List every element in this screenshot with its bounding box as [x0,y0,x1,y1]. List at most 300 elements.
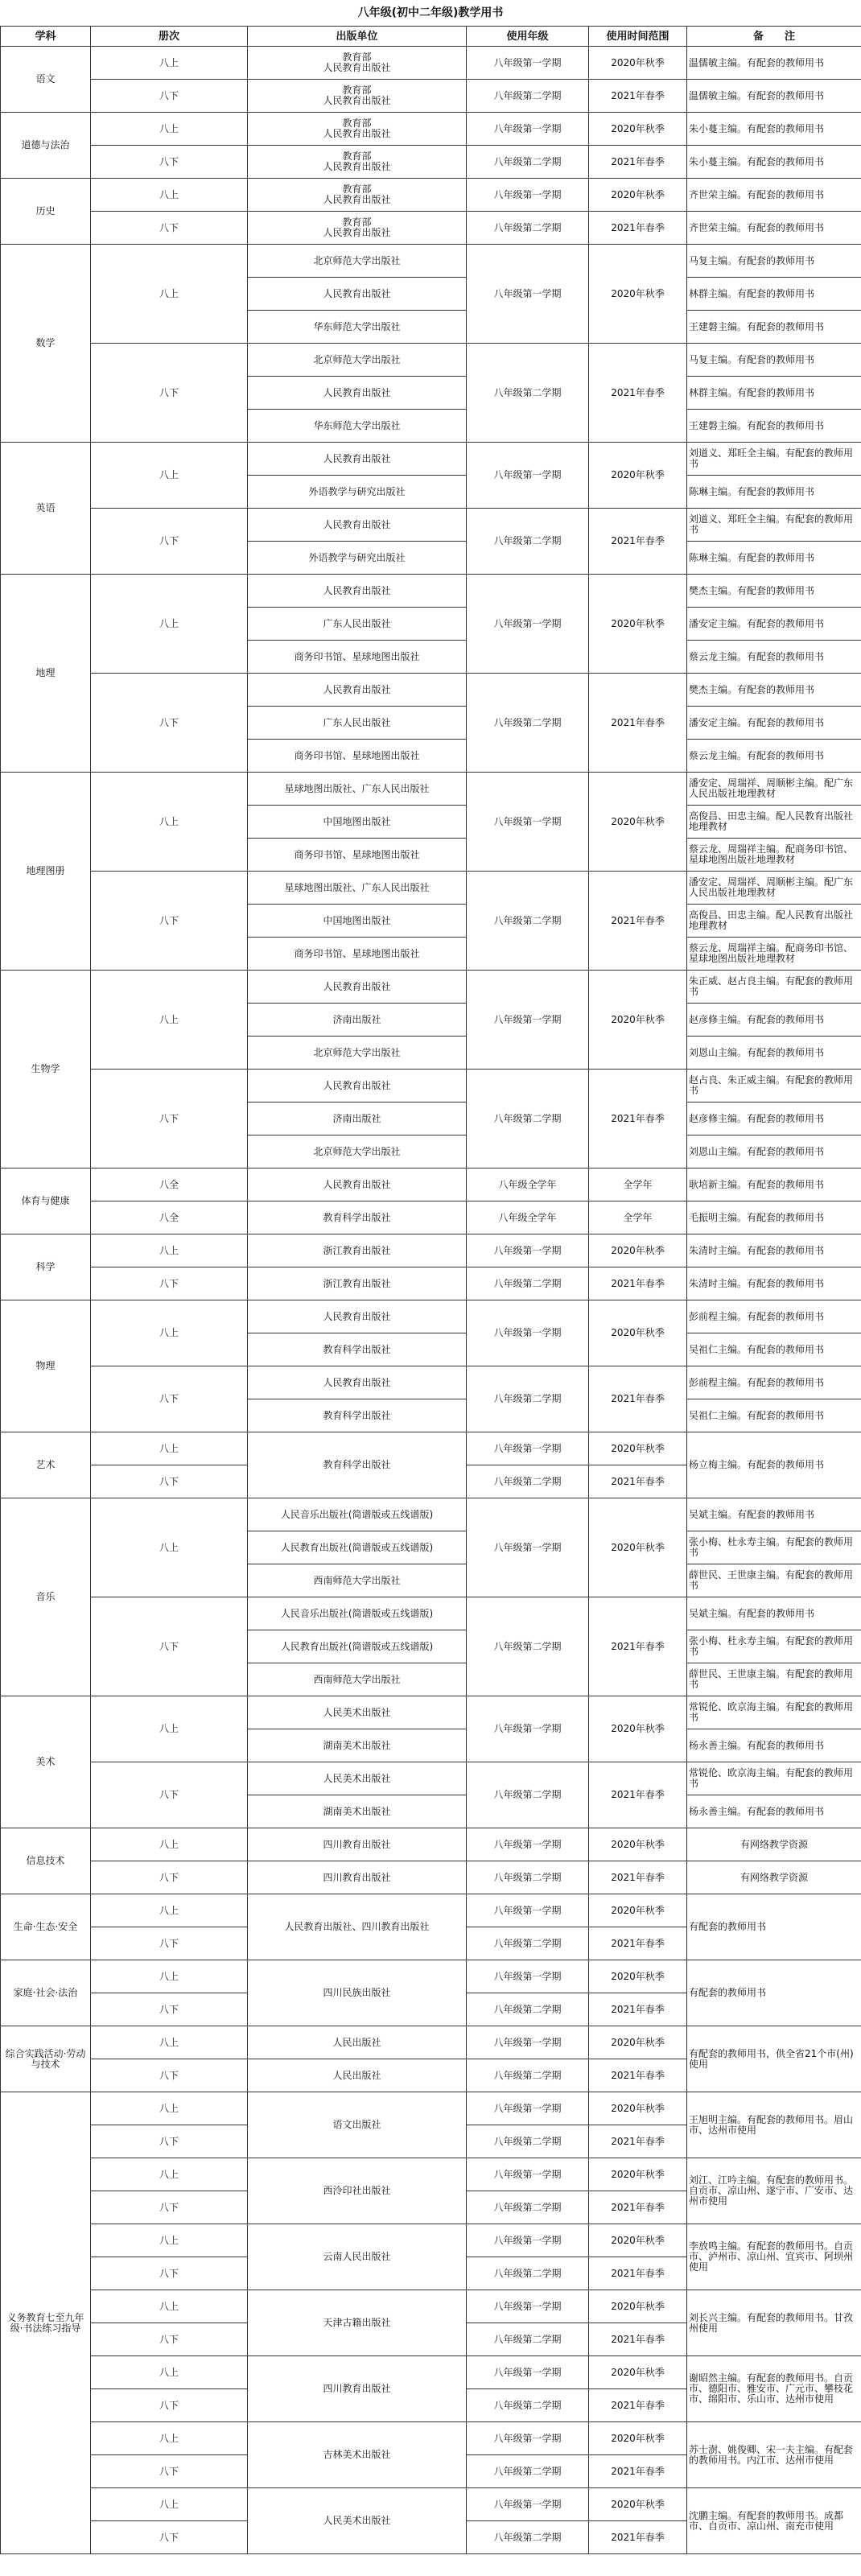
publisher-cell: 人民出版社 [248,2026,467,2059]
volume-cell: 八上 [91,1300,248,1366]
volume-cell: 八上 [91,2356,248,2389]
volume-cell: 八上 [91,2290,248,2323]
note-cell: 刘道义、郑旺全主编。有配套的教师用书 [687,509,861,542]
note-cell: 赵占良、朱正威主编。有配套的教师用书 [687,1070,861,1103]
grade-cell: 八年级第二学期 [467,1993,589,2026]
publisher-cell: 华东师范大学出版社 [248,311,467,344]
column-header: 出版单位 [248,27,467,47]
note-cell: 薛世民、王世康主编。有配套的教师用书 [687,1564,861,1597]
table-row [1,344,861,377]
time-range-cell: 2020年秋季 [589,2158,687,2191]
volume-cell: 八下 [91,344,248,443]
publisher-cell: 教育部 人民教育出版社 [248,212,467,245]
grade-cell: 八年级第二学期 [467,2191,589,2224]
note-cell: 耿培新主编。有配套的教师用书 [687,1168,861,1201]
volume-cell: 八下 [91,1927,248,1960]
time-range-cell: 2021年春季 [589,212,687,245]
table-row [1,1696,861,1729]
note-cell: 沈鹏主编。有配套的教师用书。成都市、自贡市、凉山州、南充市使用 [687,2488,861,2554]
grade-cell: 八年级第一学期 [467,245,589,344]
column-header: 学科 [1,27,91,47]
subject-cell: 地理图册 [1,773,91,971]
grade-cell: 八年级第二学期 [467,1861,589,1894]
grade-cell: 八年级第二学期 [467,509,589,575]
publisher-cell: 人民教育出版社 [248,509,467,542]
note-cell: 朱清时主编。有配套的教师用书 [687,1267,861,1300]
note-cell: 蔡云龙、周瑞祥主编。配商务印书馆、星球地图出版社地理教材 [687,938,861,971]
note-cell: 王建磐主编。有配套的教师用书 [687,410,861,443]
publisher-cell: 教育科学出版社 [248,1399,467,1432]
grade-cell: 八年级第二学期 [467,1762,589,1828]
volume-cell: 八上 [91,1234,248,1267]
publisher-cell: 人民出版社 [248,2059,467,2092]
table-row [1,443,861,476]
grade-cell: 八年级第二学期 [467,2323,589,2356]
table-row [1,2488,861,2521]
volume-cell: 八下 [91,212,248,245]
time-range-cell: 2020年秋季 [589,2356,687,2389]
table-row [1,1201,861,1234]
publisher-cell: 北京师范大学出版社 [248,1037,467,1070]
publisher-cell: 人民教育出版社 [248,674,467,707]
grade-cell: 八年级第二学期 [467,1366,589,1432]
volume-cell: 八上 [91,47,248,80]
table-row [1,872,861,905]
time-range-cell: 全学年 [589,1168,687,1201]
subject-cell: 美术 [1,1696,91,1828]
volume-cell: 八下 [91,2257,248,2290]
grade-cell: 八年级全学年 [467,1201,589,1234]
publisher-cell: 外语教学与研究出版社 [248,542,467,575]
publisher-cell: 北京师范大学出版社 [248,344,467,377]
subject-cell: 物理 [1,1300,91,1432]
note-cell: 齐世荣主编。有配套的教师用书 [687,179,861,212]
note-cell: 马复主编。有配套的教师用书 [687,344,861,377]
publisher-cell: 浙江教育出版社 [248,1234,467,1267]
publisher-cell: 人民教育出版社 [248,1168,467,1201]
table-row [1,113,861,146]
time-range-cell: 2021年春季 [589,1861,687,1894]
note-cell: 高俊昌、田忠主编。配人民教育出版社地理教材 [687,905,861,938]
volume-cell: 八上 [91,1894,248,1927]
note-cell: 有网络教学资源 [687,1828,861,1861]
time-range-cell: 2021年春季 [589,80,687,113]
note-cell: 温儒敏主编。有配套的教师用书 [687,47,861,80]
time-range-cell: 2020年秋季 [589,2488,687,2521]
grade-cell: 八年级第一学期 [467,2224,589,2257]
publisher-cell: 外语教学与研究出版社 [248,476,467,509]
note-cell: 樊杰主编。有配套的教师用书 [687,575,861,608]
volume-cell: 八上 [91,113,248,146]
publisher-cell: 济南出版社 [248,1004,467,1037]
column-header: 使用年级 [467,27,589,47]
time-range-cell: 2021年春季 [589,1927,687,1960]
grade-cell: 八年级第二学期 [467,212,589,245]
note-cell: 林群主编。有配套的教师用书 [687,377,861,410]
note-cell: 樊杰主编。有配套的教师用书 [687,674,861,707]
publisher-cell: 教育科学出版社 [248,1333,467,1366]
grade-cell: 八年级第一学期 [467,1300,589,1366]
grade-cell: 八年级第二学期 [467,2389,589,2422]
time-range-cell: 2021年春季 [589,344,687,443]
time-range-cell: 全学年 [589,1201,687,1234]
table-row [1,1366,861,1399]
publisher-cell: 星球地图出版社、广东人民出版社 [248,773,467,806]
volume-cell: 八下 [91,1861,248,1894]
volume-cell: 八上 [91,971,248,1070]
volume-cell: 八上 [91,1828,248,1861]
publisher-cell: 人民教育出版社 [248,377,467,410]
table-row [1,80,861,113]
publisher-cell: 西泠印社出版社 [248,2158,467,2224]
volume-cell: 八上 [91,2158,248,2191]
grade-cell: 八年级第一学期 [467,2488,589,2521]
publisher-cell: 四川民族出版社 [248,1960,467,2026]
note-cell: 杨永善主编。有配套的教师用书 [687,1795,861,1828]
volume-cell: 八下 [91,1070,248,1168]
grade-cell: 八年级第二学期 [467,1597,589,1696]
grade-cell: 八年级第一学期 [467,2422,589,2455]
volume-cell: 八上 [91,1696,248,1762]
subject-cell: 地理 [1,575,91,773]
publisher-cell: 湖南美术出版社 [248,1729,467,1762]
volume-cell: 八上 [91,2026,248,2059]
publisher-cell: 教育部 人民教育出版社 [248,179,467,212]
time-range-cell: 2021年春季 [589,2125,687,2158]
publisher-cell: 教育部 人民教育出版社 [248,80,467,113]
time-range-cell: 2020年秋季 [589,443,687,509]
subject-cell: 历史 [1,179,91,245]
table-row [1,2092,861,2125]
volume-cell: 八上 [91,773,248,872]
publisher-cell: 济南出版社 [248,1103,467,1136]
note-cell: 刘长兴主编。有配套的教师用书。甘孜州使用 [687,2290,861,2356]
publisher-cell: 人民教育出版社 [248,278,467,311]
table-row [1,2356,861,2389]
volume-cell: 八下 [91,2059,248,2092]
note-cell: 毛振明主编。有配套的教师用书 [687,1201,861,1234]
publisher-cell: 云南人民出版社 [248,2224,467,2290]
time-range-cell: 2020年秋季 [589,971,687,1070]
grade-cell: 八年级第一学期 [467,2356,589,2389]
grade-cell: 八年级第一学期 [467,773,589,872]
publisher-cell: 教育部 人民教育出版社 [248,113,467,146]
publisher-cell: 商务印书馆、星球地图出版社 [248,641,467,674]
note-cell: 刘江、江吟主编。有配套的教师用书。自贡市、凉山州、遂宁市、广安市、达州市使用 [687,2158,861,2224]
publisher-cell: 人民教育出版社(简谱版或五线谱版) [248,1630,467,1663]
note-cell: 吴斌主编。有配套的教师用书 [687,1597,861,1630]
table-row [1,2290,861,2323]
publisher-cell: 广东人民出版社 [248,608,467,641]
table-row [1,2422,861,2455]
volume-cell: 八上 [91,2422,248,2455]
note-cell: 吴祖仁主编。有配套的教师用书 [687,1399,861,1432]
time-range-cell: 2021年春季 [589,2191,687,2224]
publisher-cell: 浙江教育出版社 [248,1267,467,1300]
time-range-cell: 2020年秋季 [589,1234,687,1267]
note-cell: 高俊昌、田忠主编。配人民教育出版社地理教材 [687,806,861,839]
note-cell: 刘道义、郑旺全主编。有配套的教师用书 [687,443,861,476]
publisher-cell: 教育部 人民教育出版社 [248,47,467,80]
grade-cell: 八年级第二学期 [467,674,589,773]
note-cell: 蔡云龙主编。有配套的教师用书 [687,740,861,773]
grade-cell: 八年级第二学期 [467,344,589,443]
volume-cell: 八上 [91,2224,248,2257]
time-range-cell: 2020年秋季 [589,2026,687,2059]
volume-cell: 八上 [91,1960,248,1993]
publisher-cell: 人民教育出版社 [248,971,467,1004]
volume-cell: 八下 [91,1366,248,1432]
publisher-cell: 北京师范大学出版社 [248,1136,467,1168]
table-row [1,1861,861,1894]
volume-cell: 八下 [91,2191,248,2224]
note-cell: 齐世荣主编。有配套的教师用书 [687,212,861,245]
table-row [1,1762,861,1795]
grade-cell: 八年级第二学期 [467,2521,589,2554]
grade-cell: 八年级第一学期 [467,1498,589,1597]
time-range-cell: 2020年秋季 [589,113,687,146]
publisher-cell: 人民教育出版社 [248,1070,467,1103]
volume-cell: 八下 [91,1267,248,1300]
table-row [1,1828,861,1861]
note-cell: 林群主编。有配套的教师用书 [687,278,861,311]
grade-cell: 八年级第二学期 [467,2059,589,2092]
time-range-cell: 2021年春季 [589,1267,687,1300]
note-cell: 蔡云龙主编。有配套的教师用书 [687,641,861,674]
time-range-cell: 2021年春季 [589,1993,687,2026]
table-row [1,146,861,179]
publisher-cell: 人民美术出版社 [248,1696,467,1729]
volume-cell: 八下 [91,80,248,113]
subject-cell: 科学 [1,1234,91,1300]
note-cell: 彭前程主编。有配套的教师用书 [687,1366,861,1399]
note-cell: 刘恩山主编。有配套的教师用书 [687,1037,861,1070]
publisher-cell: 人民音乐出版社(简谱版或五线谱版) [248,1597,467,1630]
table-row [1,1168,861,1201]
grade-cell: 八年级第一学期 [467,179,589,212]
table-row [1,1894,861,1927]
table-row [1,179,861,212]
publisher-cell: 人民美术出版社 [248,1762,467,1795]
time-range-cell: 2020年秋季 [589,2224,687,2257]
time-range-cell: 2020年秋季 [589,2422,687,2455]
note-cell: 朱小蔓主编。有配套的教师用书 [687,146,861,179]
volume-cell: 八下 [91,1597,248,1696]
subject-cell: 英语 [1,443,91,575]
note-cell: 李放鸣主编。有配套的教师用书。自贡市、泸州市、凉山州、宜宾市、阿坝州使用 [687,2224,861,2290]
grade-cell: 八年级第二学期 [467,872,589,971]
subject-cell: 生物学 [1,971,91,1168]
publisher-cell: 语文出版社 [248,2092,467,2158]
note-cell: 薛世民、王世康主编。有配套的教师用书 [687,1663,861,1696]
note-cell: 陈琳主编。有配套的教师用书 [687,542,861,575]
volume-cell: 八下 [91,2455,248,2488]
publisher-cell: 人民教育出版社 [248,443,467,476]
publisher-cell: 人民教育出版社 [248,1366,467,1399]
subject-cell: 数学 [1,245,91,443]
grade-cell: 八年级第二学期 [467,80,589,113]
table-row [1,1960,861,1993]
grade-cell: 八年级第一学期 [467,443,589,509]
time-range-cell: 2020年秋季 [589,773,687,872]
note-cell: 潘安定主编。有配套的教师用书 [687,707,861,740]
time-range-cell: 2020年秋季 [589,245,687,344]
column-header: 册次 [91,27,248,47]
grade-cell: 八年级第一学期 [467,2290,589,2323]
subject-cell: 艺术 [1,1432,91,1498]
volume-cell: 八上 [91,1432,248,1465]
grade-cell: 八年级第一学期 [467,971,589,1070]
grade-cell: 八年级第二学期 [467,2125,589,2158]
time-range-cell: 2020年秋季 [589,1300,687,1366]
publisher-cell: 人民教育出版社 [248,1300,467,1333]
publisher-cell: 四川教育出版社 [248,2356,467,2422]
note-cell: 朱清时主编。有配套的教师用书 [687,1234,861,1267]
grade-cell: 八年级第二学期 [467,1267,589,1300]
publisher-cell: 商务印书馆、星球地图出版社 [248,938,467,971]
volume-cell: 八下 [91,1762,248,1828]
subject-cell: 生命·生态·安全 [1,1894,91,1960]
time-range-cell: 2020年秋季 [589,179,687,212]
time-range-cell: 2021年春季 [589,2389,687,2422]
publisher-cell: 人民教育出版社、四川教育出版社 [248,1894,467,1960]
table-row [1,1267,861,1300]
publisher-cell: 商务印书馆、星球地图出版社 [248,740,467,773]
volume-cell: 八上 [91,1498,248,1597]
publisher-cell: 湖南美术出版社 [248,1795,467,1828]
note-cell: 有配套的教师用书 [687,1894,861,1960]
note-cell: 吴祖仁主编。有配套的教师用书 [687,1333,861,1366]
table-row [1,773,861,806]
note-cell: 赵彦修主编。有配套的教师用书 [687,1103,861,1136]
publisher-cell: 商务印书馆、星球地图出版社 [248,839,467,872]
grade-cell: 八年级第二学期 [467,1465,589,1498]
publisher-cell: 吉林美术出版社 [248,2422,467,2488]
time-range-cell: 2021年春季 [589,2455,687,2488]
time-range-cell: 2021年春季 [589,1465,687,1498]
note-cell: 常锐伦、欧京海主编。有配套的教师用书 [687,1762,861,1795]
volume-cell: 八下 [91,2521,248,2554]
grade-cell: 八年级第一学期 [467,1894,589,1927]
grade-cell: 八年级第一学期 [467,1828,589,1861]
volume-cell: 八全 [91,1168,248,1201]
volume-cell: 八下 [91,872,248,971]
table-row [1,575,861,608]
note-cell: 马复主编。有配套的教师用书 [687,245,861,278]
note-cell: 赵彦修主编。有配套的教师用书 [687,1004,861,1037]
grade-cell: 八年级全学年 [467,1168,589,1201]
table-row [1,47,861,80]
time-range-cell: 2021年春季 [589,1366,687,1432]
grade-cell: 八年级第一学期 [467,2158,589,2191]
volume-cell: 八上 [91,245,248,344]
subject-cell: 义务教育七至九年级·书法练习指导 [1,2092,91,2554]
table-row [1,1070,861,1103]
publisher-cell: 北京师范大学出版社 [248,245,467,278]
publisher-cell: 四川教育出版社 [248,1861,467,1894]
time-range-cell: 2021年春季 [589,1597,687,1696]
subject-cell: 综合实践活动·劳动与技术 [1,2026,91,2092]
grade-cell: 八年级第一学期 [467,1234,589,1267]
publisher-cell: 广东人民出版社 [248,707,467,740]
table-header-row [1,27,861,47]
grade-cell: 八年级第一学期 [467,1960,589,1993]
note-cell: 彭前程主编。有配套的教师用书 [687,1300,861,1333]
volume-cell: 八上 [91,2488,248,2521]
note-cell: 张小梅、杜永寿主编。有配套的教师用书 [687,1531,861,1564]
note-cell: 蔡云龙、周瑞祥主编。配商务印书馆、星球地图出版社地理教材 [687,839,861,872]
volume-cell: 八上 [91,2092,248,2125]
time-range-cell: 2020年秋季 [589,2092,687,2125]
time-range-cell: 2021年春季 [589,872,687,971]
note-cell: 张小梅、杜永寿主编。有配套的教师用书 [687,1630,861,1663]
subject-cell: 音乐 [1,1498,91,1696]
publisher-cell: 星球地图出版社、广东人民出版社 [248,872,467,905]
publisher-cell: 西南师范大学出版社 [248,1663,467,1696]
note-cell: 杨永善主编。有配套的教师用书 [687,1729,861,1762]
time-range-cell: 2021年春季 [589,509,687,575]
publisher-cell: 西南师范大学出版社 [248,1564,467,1597]
grade-cell: 八年级第二学期 [467,2257,589,2290]
note-cell: 杨立梅主编。有配套的教师用书 [687,1432,861,1498]
note-cell: 潘安定、周瑞祥、周顺彬主编。配广东人民出版社地理教材 [687,872,861,905]
grade-cell: 八年级第二学期 [467,1070,589,1168]
publisher-cell: 教育科学出版社 [248,1201,467,1234]
volume-cell: 八下 [91,2125,248,2158]
table-row [1,2224,861,2257]
column-header: 使用时间范围 [589,27,687,47]
time-range-cell: 2021年春季 [589,1070,687,1168]
time-range-cell: 2020年秋季 [589,1696,687,1762]
volume-cell: 八下 [91,2323,248,2356]
grade-cell: 八年级第一学期 [467,2026,589,2059]
table-row [1,1300,861,1333]
time-range-cell: 2020年秋季 [589,575,687,674]
volume-cell: 八全 [91,1201,248,1234]
grade-cell: 八年级第一学期 [467,47,589,80]
table-row [1,674,861,707]
time-range-cell: 2021年春季 [589,2521,687,2554]
grade-cell: 八年级第一学期 [467,1696,589,1762]
note-cell: 刘恩山主编。有配套的教师用书 [687,1136,861,1168]
page-title: 八年级(初中二年级)教学用书 [357,6,504,19]
note-cell: 陈琳主编。有配套的教师用书 [687,476,861,509]
publisher-cell: 人民教育出版社 [248,575,467,608]
publisher-cell: 人民教育出版社(简谱版或五线谱版) [248,1531,467,1564]
note-cell: 苏士澍、姚俊卿、宋一夫主编。有配套的教师用书。内江市、达州市使用 [687,2422,861,2488]
time-range-cell: 2021年春季 [589,2059,687,2092]
subject-cell: 体育与健康 [1,1168,91,1234]
publisher-cell: 人民美术出版社 [248,2488,467,2554]
publisher-cell: 教育部 人民教育出版社 [248,146,467,179]
volume-cell: 八上 [91,179,248,212]
note-cell: 潘安定、周瑞祥、周顺彬主编。配广东人民出版社地理教材 [687,773,861,806]
note-cell: 朱小蔓主编。有配套的教师用书 [687,113,861,146]
column-header: 备 注 [687,27,861,47]
table-row [1,971,861,1004]
note-cell: 有网络教学资源 [687,1861,861,1894]
note-cell: 王旭明主编。有配套的教师用书。眉山市、达州市使用 [687,2092,861,2158]
note-cell: 王建磐主编。有配套的教师用书 [687,311,861,344]
subject-cell: 道德与法治 [1,113,91,179]
grade-cell: 八年级第一学期 [467,575,589,674]
time-range-cell: 2020年秋季 [589,1828,687,1861]
table-row [1,1234,861,1267]
note-cell: 温儒敏主编。有配套的教师用书 [687,80,861,113]
table-row [1,1597,861,1630]
grade-cell: 八年级第二学期 [467,1927,589,1960]
table-row [1,212,861,245]
